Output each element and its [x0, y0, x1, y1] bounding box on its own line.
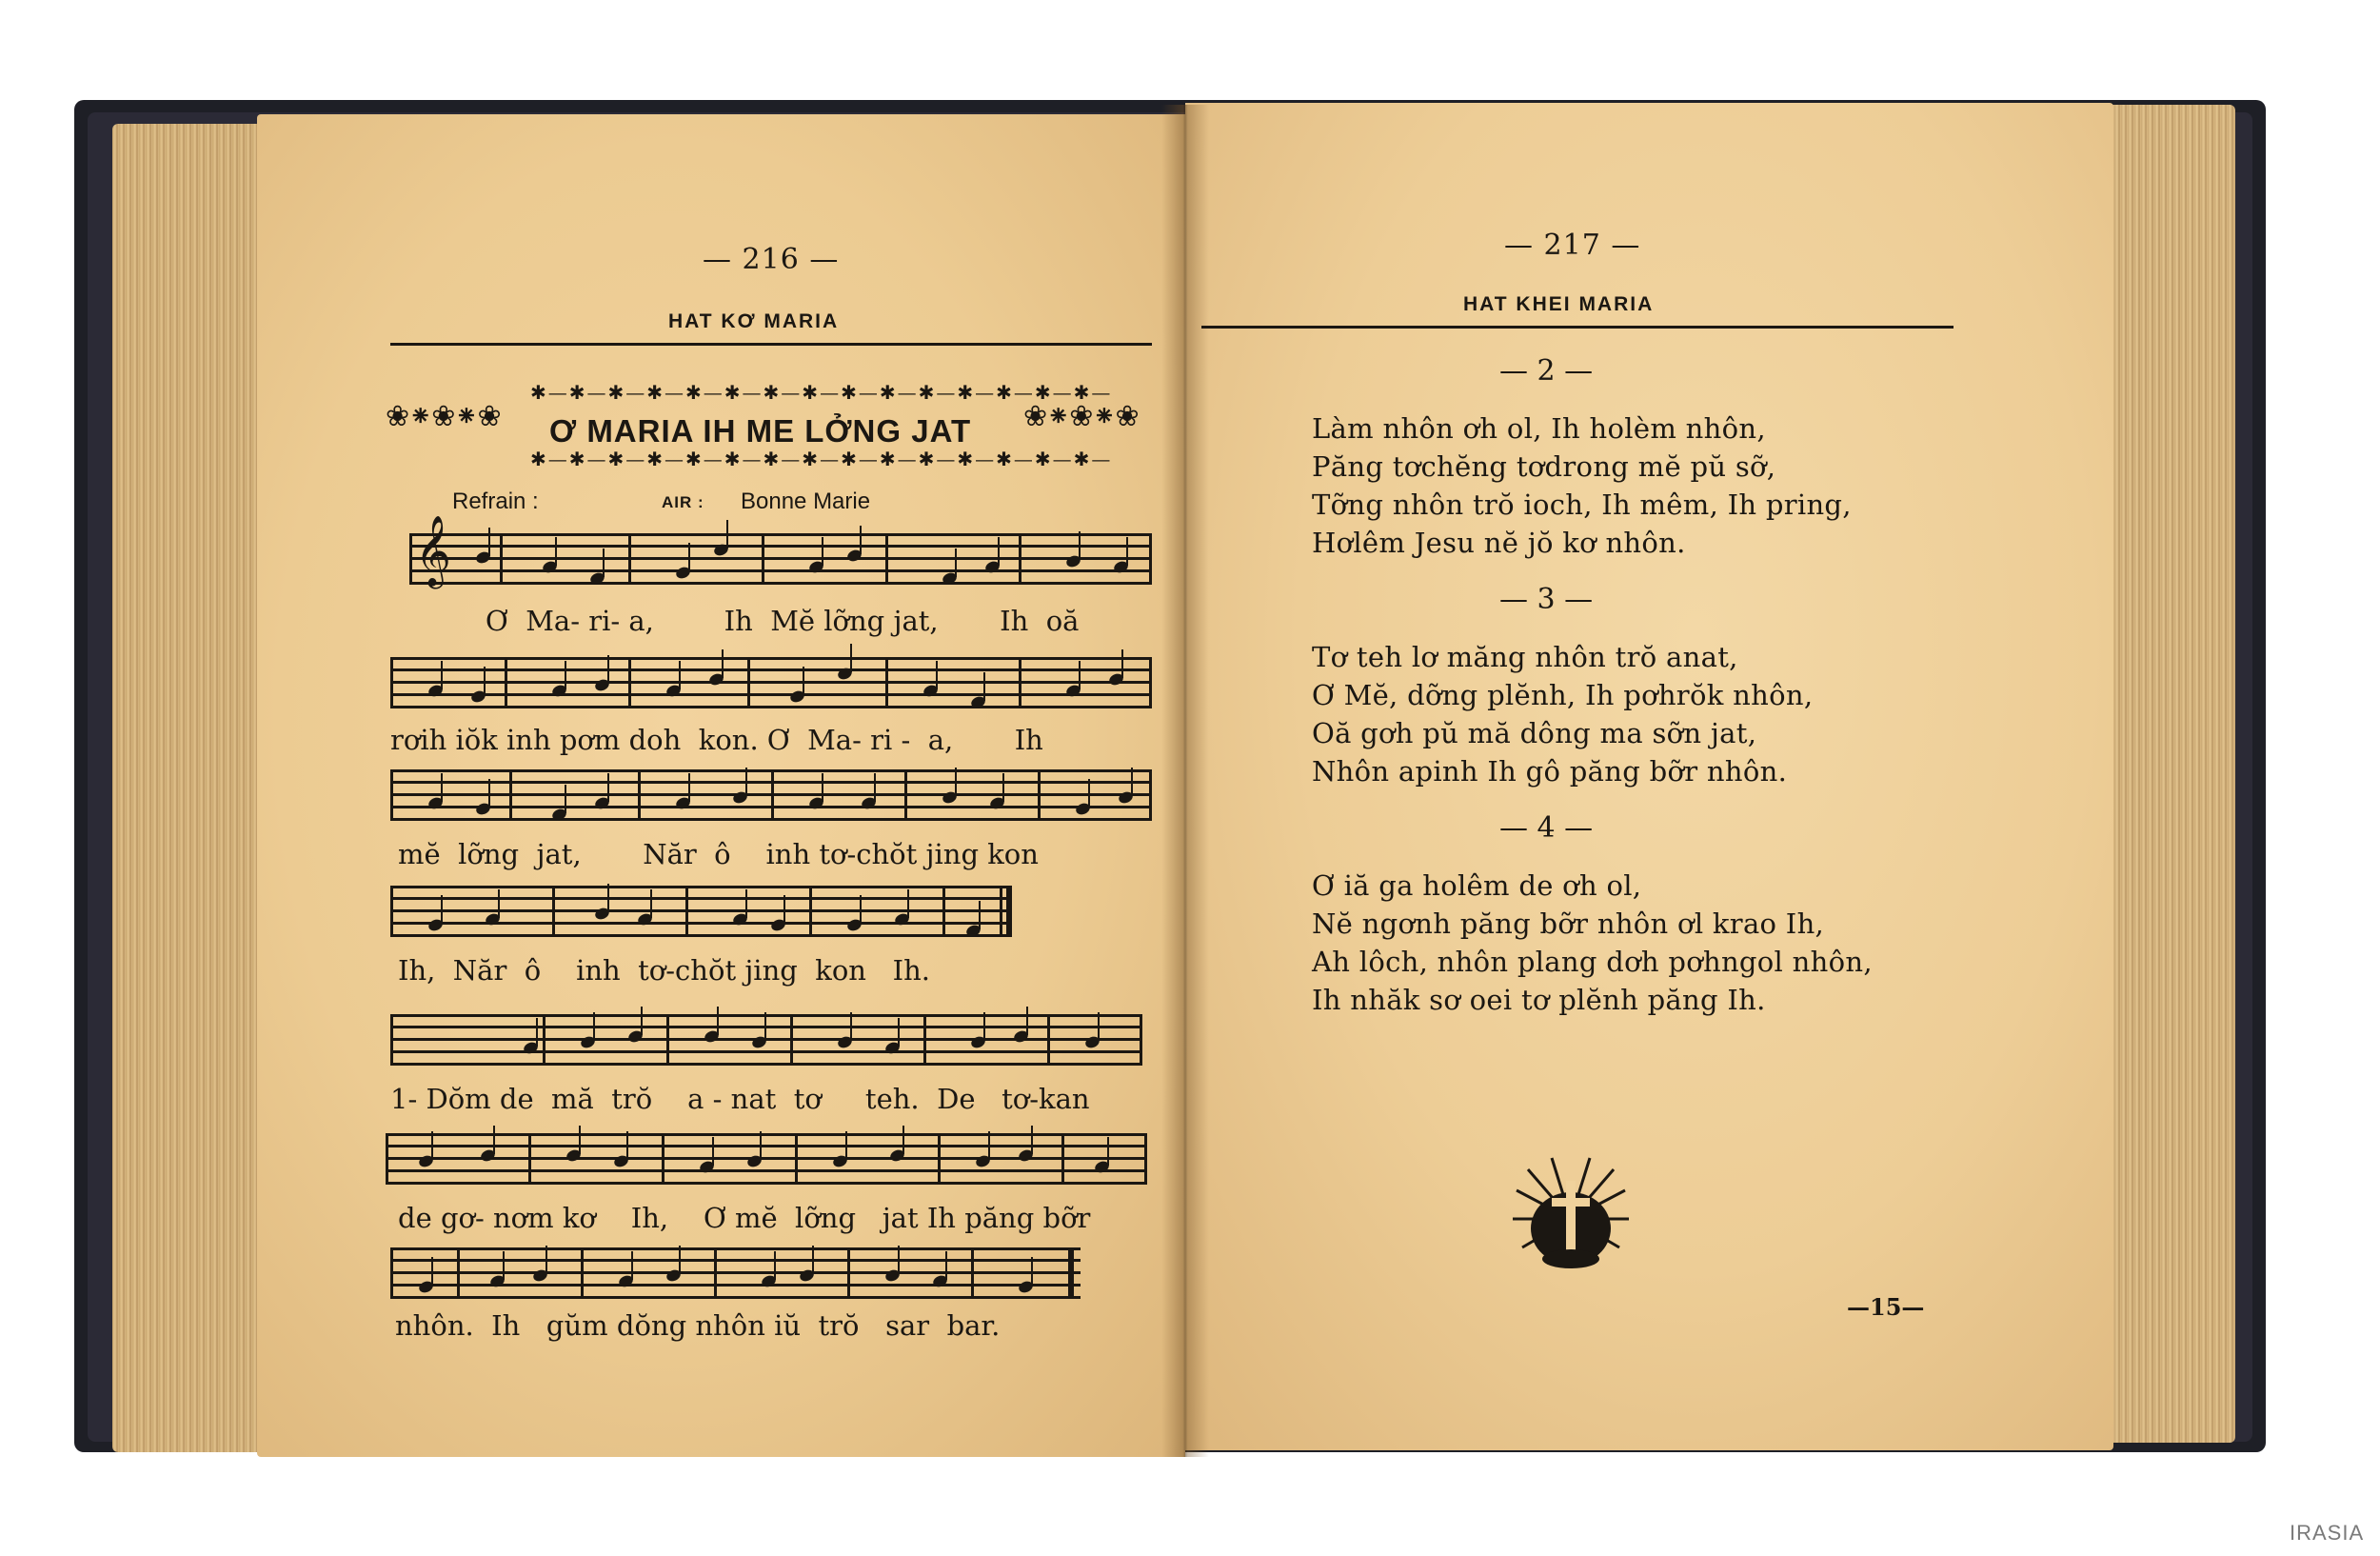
music-staff [390, 657, 1152, 708]
left-running-head: HAT KƠ MARIA [668, 310, 840, 332]
verse-line: Làm nhôn ơh ol, Ih holèm nhôn, [1312, 412, 1766, 445]
watermark: IRASIA [2290, 1521, 2365, 1545]
verse-line: Nĕ ngơnh păng bỡr nhôn ơl krao Ih, [1312, 908, 1825, 940]
floral-ornament-left: ❀⁕❀⁕❀ [386, 400, 501, 433]
music-staff [386, 1133, 1147, 1185]
verse-line: Ơ iă ga holêm de ơh ol, [1312, 869, 1642, 902]
left-header-rule [390, 343, 1152, 346]
verse-line: Ơ Mĕ, dỡng plĕnh, Ih pơhrŏk nhôn, [1312, 679, 1814, 711]
music-staff [390, 1014, 1142, 1066]
left-page-number: — 216 — [703, 243, 840, 276]
lyric-line: Ih, Năr ô inh tơ-chŏt jing kon Ih. [398, 954, 930, 987]
floral-ornament-right: ❀⁕❀⁕❀ [1023, 400, 1139, 433]
verse-line: Ih nhăk sơ oei tơ plĕnh păng Ih. [1312, 984, 1766, 1016]
music-staff [390, 769, 1152, 821]
verse-number: — 3 — [1499, 583, 1594, 616]
verse-number: — 2 — [1499, 354, 1594, 388]
lyric-line: nhôn. Ih gŭm dŏng nhôn iŭ trŏ sar bar. [395, 1309, 1001, 1342]
cross-vignette-icon [1509, 1152, 1633, 1276]
verse-number: — 4 — [1499, 811, 1594, 845]
star-border-bottom: ✱—✱—✱—✱—✱—✱—✱—✱—✱—✱—✱—✱—✱—✱—✱— [530, 448, 1113, 470]
left-page-edges [112, 124, 274, 1452]
song-title-banner [386, 381, 1157, 470]
verse-line: Nhôn apinh Ih gô păng bỡr nhôn. [1312, 755, 1788, 788]
lyric-line: rơih iŏk inh pơm doh kon. Ơ Ma- ri - a, Ih [390, 724, 1043, 756]
lyric-line: 1- Dŏm de mă trŏ a - nat tơ teh. De tơ-kan [390, 1083, 1090, 1115]
refrain-label: Refrain : [452, 489, 539, 514]
song-title: Ơ MARIA IH ME LỞNG JAT [549, 413, 972, 449]
lyric-line: Ơ Ma- ri- a, Ih Mĕ lỡng jat, Ih oă [486, 605, 1080, 637]
book-gutter [1161, 105, 1209, 1457]
printer-signature: —15— [1847, 1293, 1925, 1321]
verse-line: Tỡng nhôn trŏ ioch, Ih mêm, Ih pring, [1312, 489, 1852, 521]
music-staff [409, 516, 1152, 587]
treble-clef-icon: 𝄞 [415, 516, 451, 587]
right-page-edges [2094, 105, 2235, 1443]
right-page-number: — 217 — [1504, 229, 1641, 262]
lyric-line: de gơ- nơm kơ Ih, Ơ mĕ lỡng jat Ih păng bỡr [398, 1202, 1091, 1234]
star-border-top: ✱—✱—✱—✱—✱—✱—✱—✱—✱—✱—✱—✱—✱—✱—✱— [530, 381, 1113, 404]
air-name: Bonne Marie [741, 489, 871, 514]
music-staff [390, 1247, 1081, 1299]
right-running-head: HAT KHEI MARIA [1463, 293, 1655, 315]
verse-line: Hơlêm Jesu nĕ jŏ kơ nhôn. [1312, 527, 1686, 559]
verse-line: Ah lôch, nhôn plang dơh pơhngol nhôn, [1312, 946, 1873, 978]
verse-line: Păng tơchĕng tơdrong mĕ pŭ sỡ, [1312, 450, 1776, 483]
music-staff [390, 886, 1009, 937]
air-label: AIR : [662, 493, 704, 511]
verse-line: Tơ teh lơ măng nhôn trŏ anat, [1312, 641, 1738, 673]
right-header-rule [1201, 326, 1954, 329]
verse-line: Oă gơh pŭ mă dông ma sỡn jat, [1312, 717, 1757, 749]
lyric-line: mĕ lỡng jat, Năr ô inh tơ-chŏt jing kon [398, 838, 1039, 870]
